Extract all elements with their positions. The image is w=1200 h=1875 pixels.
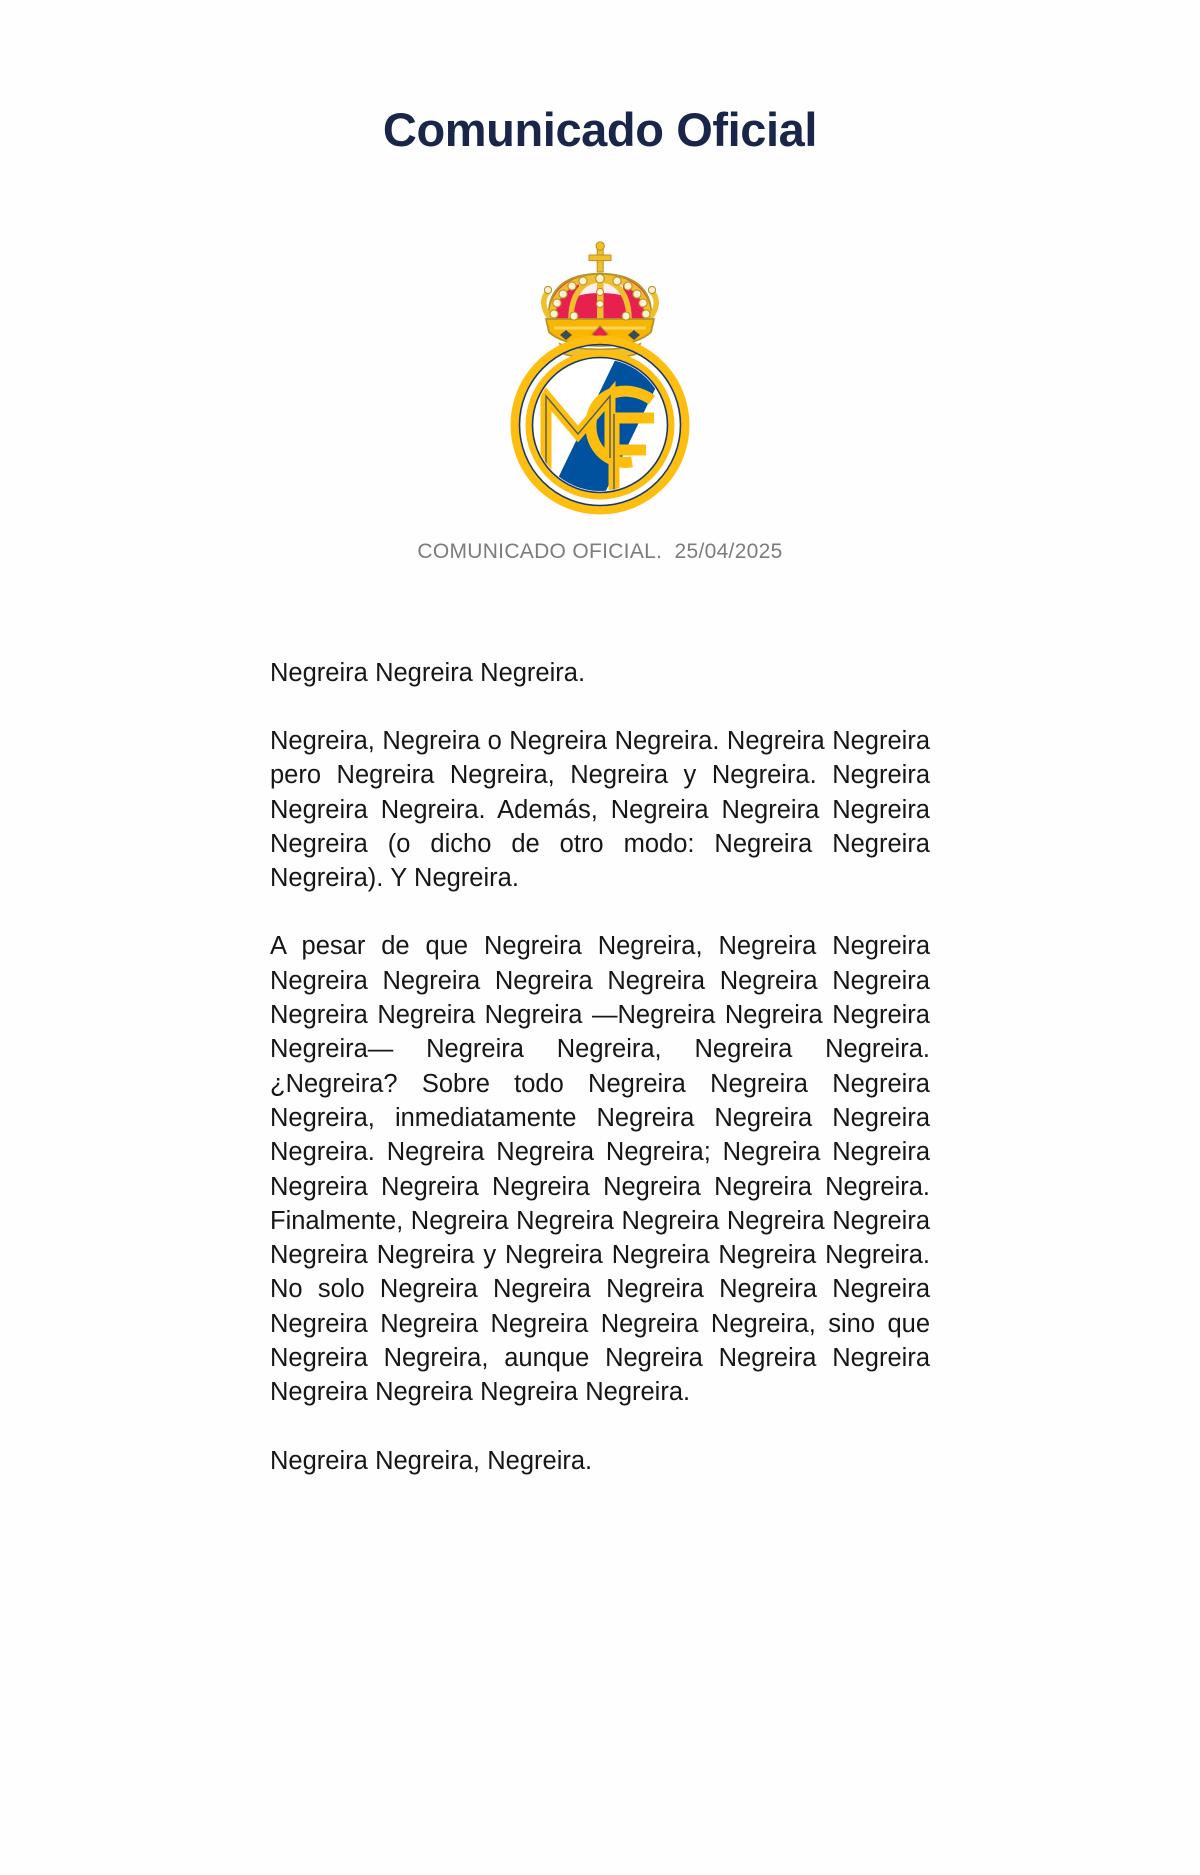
bottom-spacer — [0, 1478, 1200, 1648]
paragraph-1: Negreira Negreira Negreira. — [270, 658, 586, 687]
paragraph-3: A pesar de que Negreira Negreira, Negreira Negreira Negreira Negreira Negreira Negreira Negreira Negreira Negreira Negreira Negreira —Negreira Negreira Negreira Negreira— Negreira Negreira, Negreira Negreira. ¿Negreira? Sobre todo Negreira Negreira Negreira Negreira, inmediatamente Negreira Negreira Negreira Negreira. Negreira Negreira Negreira; Negreira Negreira Negreira Negreira Negreira Negreira Negreira Negreira. Finalmente, Negreira Negreira Negreira Negreira Negreira Negreira Negreira y Negreira Negreira Negreira Negreira. No solo Negreira Negreira Negreira Negreira Negreira Negreira Negreira Negreira Negreira Negreira, sino que Negreira Negreira, aunque Negreira Negreira Negreira Negreira Negreira Negreira Negreira. — [270, 932, 930, 1407]
caption-line: COMUNICADO OFICIAL. 25/04/2025 — [417, 539, 783, 563]
crest-container — [0, 218, 1200, 518]
paragraph-4: Negreira Negreira, Negreira. — [270, 1446, 593, 1475]
real-madrid-crest-icon — [502, 218, 698, 518]
paragraph-2: Negreira, Negreira o Negreira Negreira. Negreira Negreira pero Negreira Negreira, Negreira y Negreira. Negreira Negreira Negreira. Además, Negreira Negreira Negreira Negreira (o dicho de otro modo: Negreira Negreira Negreira). Y Negreira. — [270, 726, 930, 893]
page-title: Comunicado Oficial — [382, 103, 818, 156]
crest-circle-group — [513, 338, 687, 512]
statement-body — [270, 564, 930, 1478]
